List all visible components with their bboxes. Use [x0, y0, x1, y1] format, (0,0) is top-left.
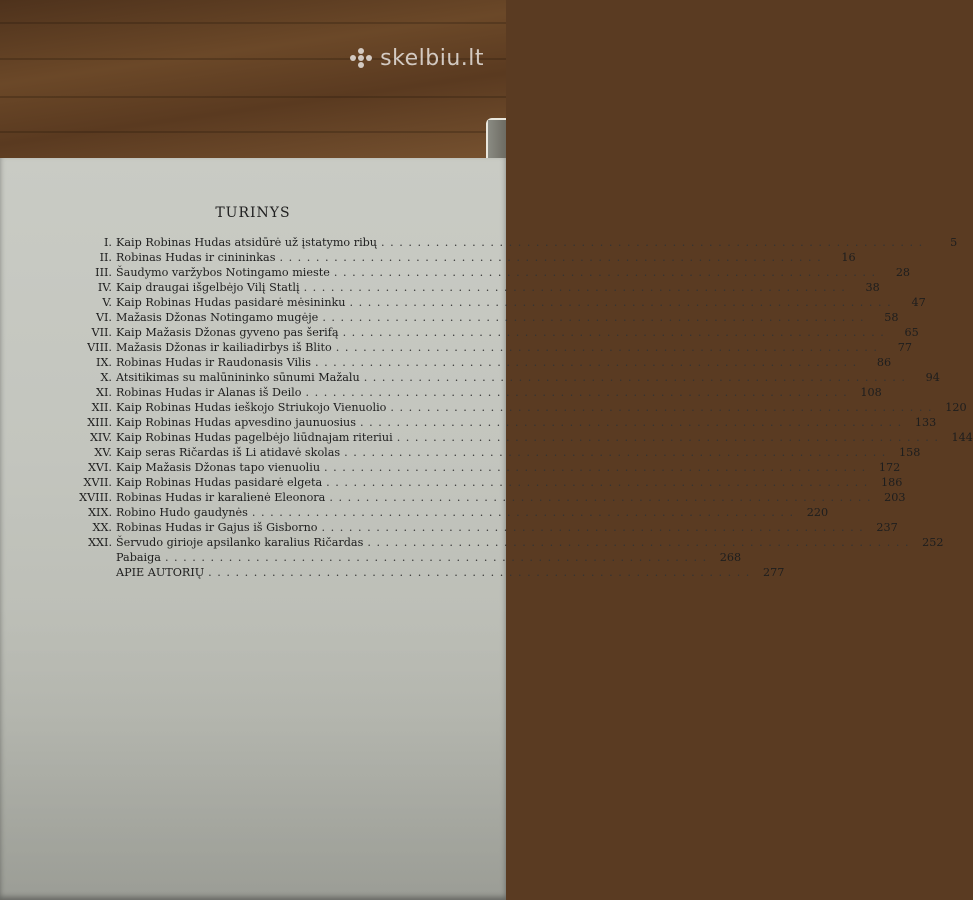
chapter-number: VII.	[91, 326, 112, 339]
chapter-title: Šervudo girioje apsilanko karalius Ričardas	[116, 536, 364, 549]
chapter-number: IV.	[97, 281, 112, 294]
leader-dots: . . . . . . . . . . . . . . . . . . . . . . . . . . . . . . . . . . . . . . . . . . . . . . . . . . . . . . . . . . . .	[305, 386, 848, 399]
chapter-number: XI.	[96, 386, 112, 399]
chapter-number: V.	[102, 296, 112, 309]
watermark-text: skelbiu.lt	[380, 46, 484, 71]
toc-entry	[44, 476, 903, 491]
leader-dots: . . . . . . . . . . . . . . . . . . . . . . . . . . . . . . . . . . . . . . . . . . . . . . . . . . . . . . . . . . . .	[344, 446, 887, 459]
leader-dots: . . . . . . . . . . . . . . . . . . . . . . . . . . . . . . . . . . . . . . . . . . . . . . . . . . . . . . . . . . . .	[367, 536, 910, 549]
page-number: 220	[806, 506, 829, 519]
chapter-title: Kaip Robinas Hudas atsidūrė už įstatymo ribų	[116, 236, 378, 249]
chapter-number: I.	[104, 236, 112, 249]
toc-entry	[44, 461, 901, 476]
page-number: 16	[841, 251, 856, 264]
chapter-number: XIX.	[88, 506, 112, 519]
chapter-title: Kaip Robinas Hudas ieškojo Striukojo Vienuolio	[116, 401, 387, 414]
chapter-title: Kaip Robinas Hudas pasidarė mėsininku	[116, 296, 346, 309]
toc-entry	[44, 386, 882, 401]
toc-entry	[44, 356, 892, 371]
toc-entry	[44, 506, 829, 521]
toc-entry	[44, 371, 940, 386]
leader-dots: . . . . . . . . . . . . . . . . . . . . . . . . . . . . . . . . . . . . . . . . . . . . . . . . . . . . . . . . . . . .	[381, 236, 924, 249]
chapter-title: Robino Hudo gaudynės	[116, 506, 248, 519]
wood-grain	[0, 131, 506, 133]
page-number: 58	[884, 311, 899, 324]
leader-dots: . . . . . . . . . . . . . . . . . . . . . . . . . . . . . . . . . . . . . . . . . . . . . . . . . . . . . . . . . . . .	[322, 311, 865, 324]
chapter-number: VIII.	[87, 341, 112, 354]
watermark	[350, 46, 484, 71]
wood-grain	[0, 96, 506, 98]
chapter-number: III.	[95, 266, 112, 279]
toc-entry	[44, 536, 944, 551]
page-number: 120	[945, 401, 967, 414]
page-number: 268	[719, 551, 742, 564]
leader-dots: . . . . . . . . . . . . . . . . . . . . . . . . . . . . . . . . . . . . . . . . . . . . . . . . . . . . . . . . . . . .	[251, 506, 795, 519]
chapter-number: XV.	[94, 446, 112, 459]
chapter-number: XII.	[91, 401, 112, 414]
chapter-title: Kaip Mažasis Džonas tapo vienuoliu	[116, 461, 321, 474]
chapter-number: IX.	[96, 356, 112, 369]
chapter-number: XXI.	[88, 536, 112, 549]
toc-entry	[44, 251, 856, 266]
page-number: 186	[880, 476, 903, 489]
page-number: 47	[911, 296, 926, 309]
page-number: 86	[876, 356, 892, 369]
leader-dots: . . . . . . . . . . . . . . . . . . . . . . . . . . . . . . . . . . . . . . . . . . . . . . . . . . . . . . . . . . . .	[303, 281, 846, 294]
chapter-number: XIII.	[87, 416, 112, 429]
chapter-number: VI.	[95, 311, 112, 324]
leader-dots: . . . . . . . . . . . . . . . . . . . . . . . . . . . . . . . . . . . . . . . . . . . . . . . . . . . . . . . . . . . .	[321, 521, 864, 534]
chapter-title: Robinas Hudas ir karalienė Eleonora	[116, 491, 326, 504]
chapter-number: II.	[99, 251, 112, 264]
chapter-title: Kaip draugai išgelbėjo Vilį Statlį	[116, 281, 300, 294]
page-number: 38	[865, 281, 880, 294]
wood-grain	[0, 22, 506, 24]
page-number: 203	[884, 491, 906, 504]
chapter-number: X.	[100, 371, 112, 384]
chapter-title: APIE AUTORIŲ	[116, 566, 205, 579]
page-number: 108	[860, 386, 882, 399]
leader-dots: . . . . . . . . . . . . . . . . . . . . . . . . . . . . . . . . . . . . . . . . . . . . . . . . . . . . . . . . . . . .	[390, 401, 933, 414]
leader-dots: . . . . . . . . . . . . . . . . . . . . . . . . . . . . . . . . . . . . . . . . . . . . . . . . . . . . . . . . . . . .	[342, 326, 885, 339]
toc-entry	[44, 266, 911, 281]
page-number: 65	[904, 326, 919, 339]
table-of-contents	[44, 236, 973, 581]
page-shadow	[0, 600, 506, 900]
leader-dots: . . . . . . . . . . . . . . . . . . . . . . . . . . . . . . . . . . . . . . . . . . . . . . . . . . . . . . . . . . . .	[335, 341, 878, 354]
chapter-title: Kaip Robinas Hudas apvesdino jaunuosius	[116, 416, 356, 429]
chapter-title: Šaudymo varžybos Notingamo mieste	[116, 266, 330, 279]
toc-entry	[44, 566, 785, 581]
chapter-title: Atsitikimas su malūnininko sūnumi Mažalu	[116, 371, 360, 384]
leader-dots: . . . . . . . . . . . . . . . . . . . . . . . . . . . . . . . . . . . . . . . . . . . . . . . . . . . . . . . . . . . .	[326, 476, 869, 489]
chapter-number: XVII.	[83, 476, 112, 489]
page-number: 277	[763, 566, 785, 579]
chapter-title: Robinas Hudas ir Raudonasis Vilis	[116, 356, 311, 369]
chapter-title: Mažasis Džonas ir kailiadirbys iš Blito	[116, 341, 332, 354]
toc-entry	[44, 326, 919, 341]
leader-dots: . . . . . . . . . . . . . . . . . . . . . . . . . . . . . . . . . . . . . . . . . . . . . . . . . . . . . . . . . . . .	[360, 416, 903, 429]
chapter-title: Pabaiga	[116, 551, 161, 564]
toc-entry	[44, 446, 921, 461]
chapter-title: Robinas Hudas ir Alanas iš Deilo	[116, 386, 302, 399]
leader-dots: . . . . . . . . . . . . . . . . . . . . . . . . . . . . . . . . . . . . . . . . . . . . . . . . . . . . . . . . . . . .	[279, 251, 822, 264]
toc-entry	[44, 431, 973, 446]
leader-dots: . . . . . . . . . . . . . . . . . . . . . . . . . . . . . . . . . . . . . . . . . . . . . . . . . . . . . . . . . . . .	[396, 431, 939, 444]
toc-entry	[44, 281, 880, 296]
toc-entry	[44, 491, 906, 506]
watermark-logo-icon	[350, 48, 376, 68]
toc-entry	[44, 521, 898, 536]
page-number: 252	[922, 536, 944, 549]
page-number: 5	[950, 236, 958, 249]
page-number: 28	[895, 266, 911, 279]
toc-entry	[44, 551, 742, 566]
page-number: 144	[951, 431, 973, 444]
leader-dots: . . . . . . . . . . . . . . . . . . . . . . . . . . . . . . . . . . . . . . . . . . . . . . . . . . . . . . . . . . . .	[164, 551, 708, 564]
chapter-number: XVI.	[87, 461, 112, 474]
page-number: 77	[897, 341, 912, 354]
page-title: TURINYS	[215, 205, 291, 221]
toc-entry	[44, 341, 912, 356]
page-number: 133	[914, 416, 937, 429]
leader-dots: . . . . . . . . . . . . . . . . . . . . . . . . . . . . . . . . . . . . . . . . . . . . . . . . . . . . . . . . . . . .	[329, 491, 872, 504]
leader-dots: . . . . . . . . . . . . . . . . . . . . . . . . . . . . . . . . . . . . . . . . . . . . . . . . . . . . . . . . . . . .	[349, 296, 892, 309]
page-number: 172	[878, 461, 901, 474]
chapter-number: XIV.	[89, 431, 112, 444]
leader-dots: . . . . . . . . . . . . . . . . . . . . . . . . . . . . . . . . . . . . . . . . . . . . . . . . . . . . . . . . . . . .	[208, 566, 751, 579]
chapter-title: Robinas Hudas ir Gajus iš Gisborno	[116, 521, 318, 534]
chapter-title: Kaip Robinas Hudas pagelbėjo liūdnajam riteriui	[116, 431, 393, 444]
chapter-title: Kaip Robinas Hudas pasidarė elgeta	[116, 476, 323, 489]
toc-entry	[44, 311, 899, 326]
chapter-number: XVIII.	[79, 491, 112, 504]
leader-dots: . . . . . . . . . . . . . . . . . . . . . . . . . . . . . . . . . . . . . . . . . . . . . . . . . . . . . . . . . . . .	[324, 461, 867, 474]
toc-entry	[44, 401, 967, 416]
wooden-table	[0, 0, 506, 170]
page-number: 94	[925, 371, 940, 384]
chapter-title: Mažasis Džonas Notingamo mugėje	[116, 311, 319, 324]
toc-entry	[44, 296, 926, 311]
leader-dots: . . . . . . . . . . . . . . . . . . . . . . . . . . . . . . . . . . . . . . . . . . . . . . . . . . . . . . . . . . . .	[363, 371, 906, 384]
page-number: 237	[876, 521, 898, 534]
chapter-title: Kaip Mažasis Džonas gyveno pas šerifą	[116, 326, 339, 339]
chapter-title: Kaip seras Ričardas iš Li atidavė skolas	[116, 446, 341, 459]
toc-entry	[44, 416, 937, 431]
toc-entry	[44, 236, 958, 251]
leader-dots: . . . . . . . . . . . . . . . . . . . . . . . . . . . . . . . . . . . . . . . . . . . . . . . . . . . . . . . . . . . .	[333, 266, 877, 279]
chapter-title: Robinas Hudas ir cinininkas	[116, 251, 276, 264]
page-number: 158	[899, 446, 921, 459]
leader-dots: . . . . . . . . . . . . . . . . . . . . . . . . . . . . . . . . . . . . . . . . . . . . . . . . . . . . . . . . . . . .	[314, 356, 858, 369]
chapter-number: XX.	[92, 521, 112, 534]
